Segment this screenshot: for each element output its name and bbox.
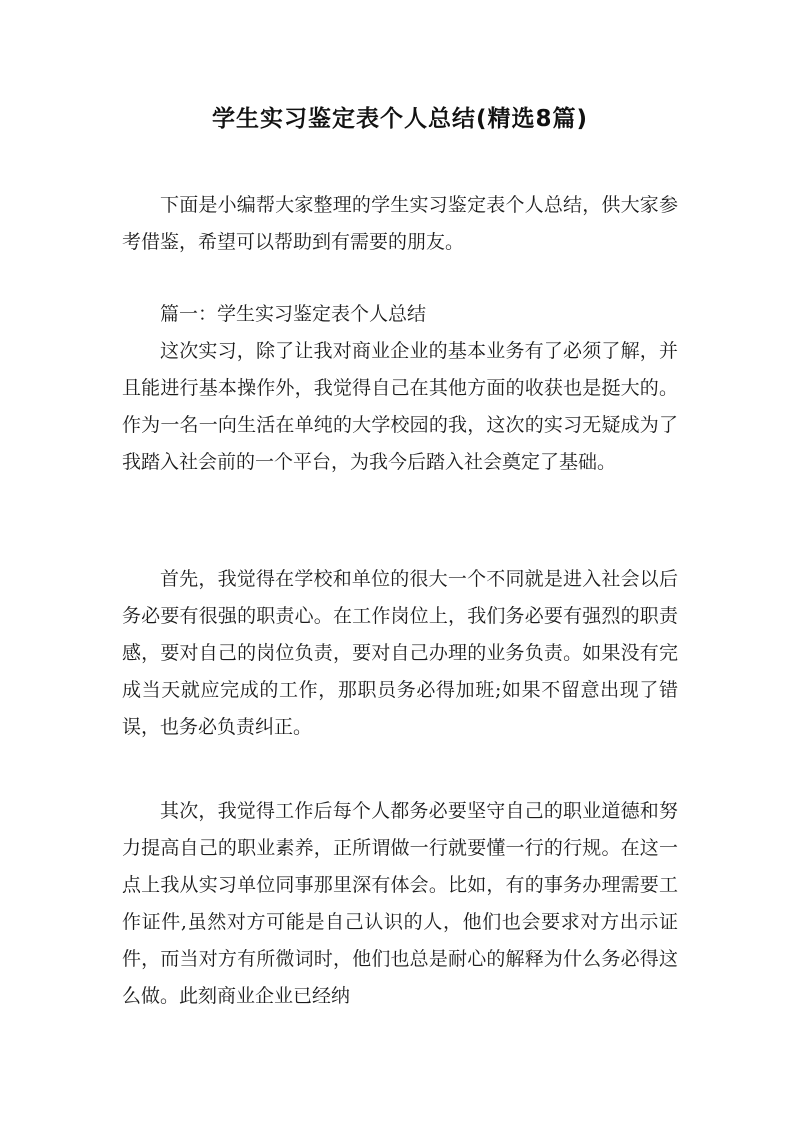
document-title: 学生实习鉴定表个人总结(精选8篇) bbox=[211, 106, 589, 132]
intro-text: 下面是小编帮大家整理的学生实习鉴定表个人总结，供大家参考借鉴，希望可以帮助到有需要的朋友。 bbox=[122, 194, 678, 253]
section-paragraph: 其次，我觉得工作后每个人都务必要坚守自己的职业道德和努力提高自己的职业素养，正所谓做一行就要懂一行的行规。在这一点上我从实习单位同事那里深有体会。比如，有的事务办理需要工作证件,虽然对方可能是自己认识的人，他们也会要求对方出示证件，而当对方有所微词时，他们也总是耐心的解释为什么务必得这么做。此刻商业企业已经纳 bbox=[122, 800, 678, 1007]
section-1-paragraph-2 bbox=[122, 561, 678, 746]
section-1 bbox=[122, 296, 678, 481]
section-paragraph: 首先，我觉得在学校和单位的很大一个不同就是进入社会以后务必要有很强的职责心。在工作岗位上，我们务必要有强烈的职责感，要对自己的岗位负责，要对自己办理的业务负责。如果没有完成当天就应完成的工作，那职员务必得加班;如果不留意出现了错误，也务必负责纠正。 bbox=[122, 568, 678, 738]
section-heading: 篇一：学生实习鉴定表个人总结 bbox=[160, 303, 427, 325]
section-paragraph: 这次实习，除了让我对商业企业的基本业务有了必须了解，并且能进行基本操作外，我觉得自己在其他方面的收获也是挺大的。作为一名一向生活在单纯的大学校园的我，这次的实习无疑成为了我踏入社会前的一个平台，为我今后踏入社会奠定了基础。 bbox=[122, 340, 678, 473]
intro-paragraph bbox=[122, 187, 678, 261]
section-1-paragraph-3 bbox=[122, 793, 678, 1015]
